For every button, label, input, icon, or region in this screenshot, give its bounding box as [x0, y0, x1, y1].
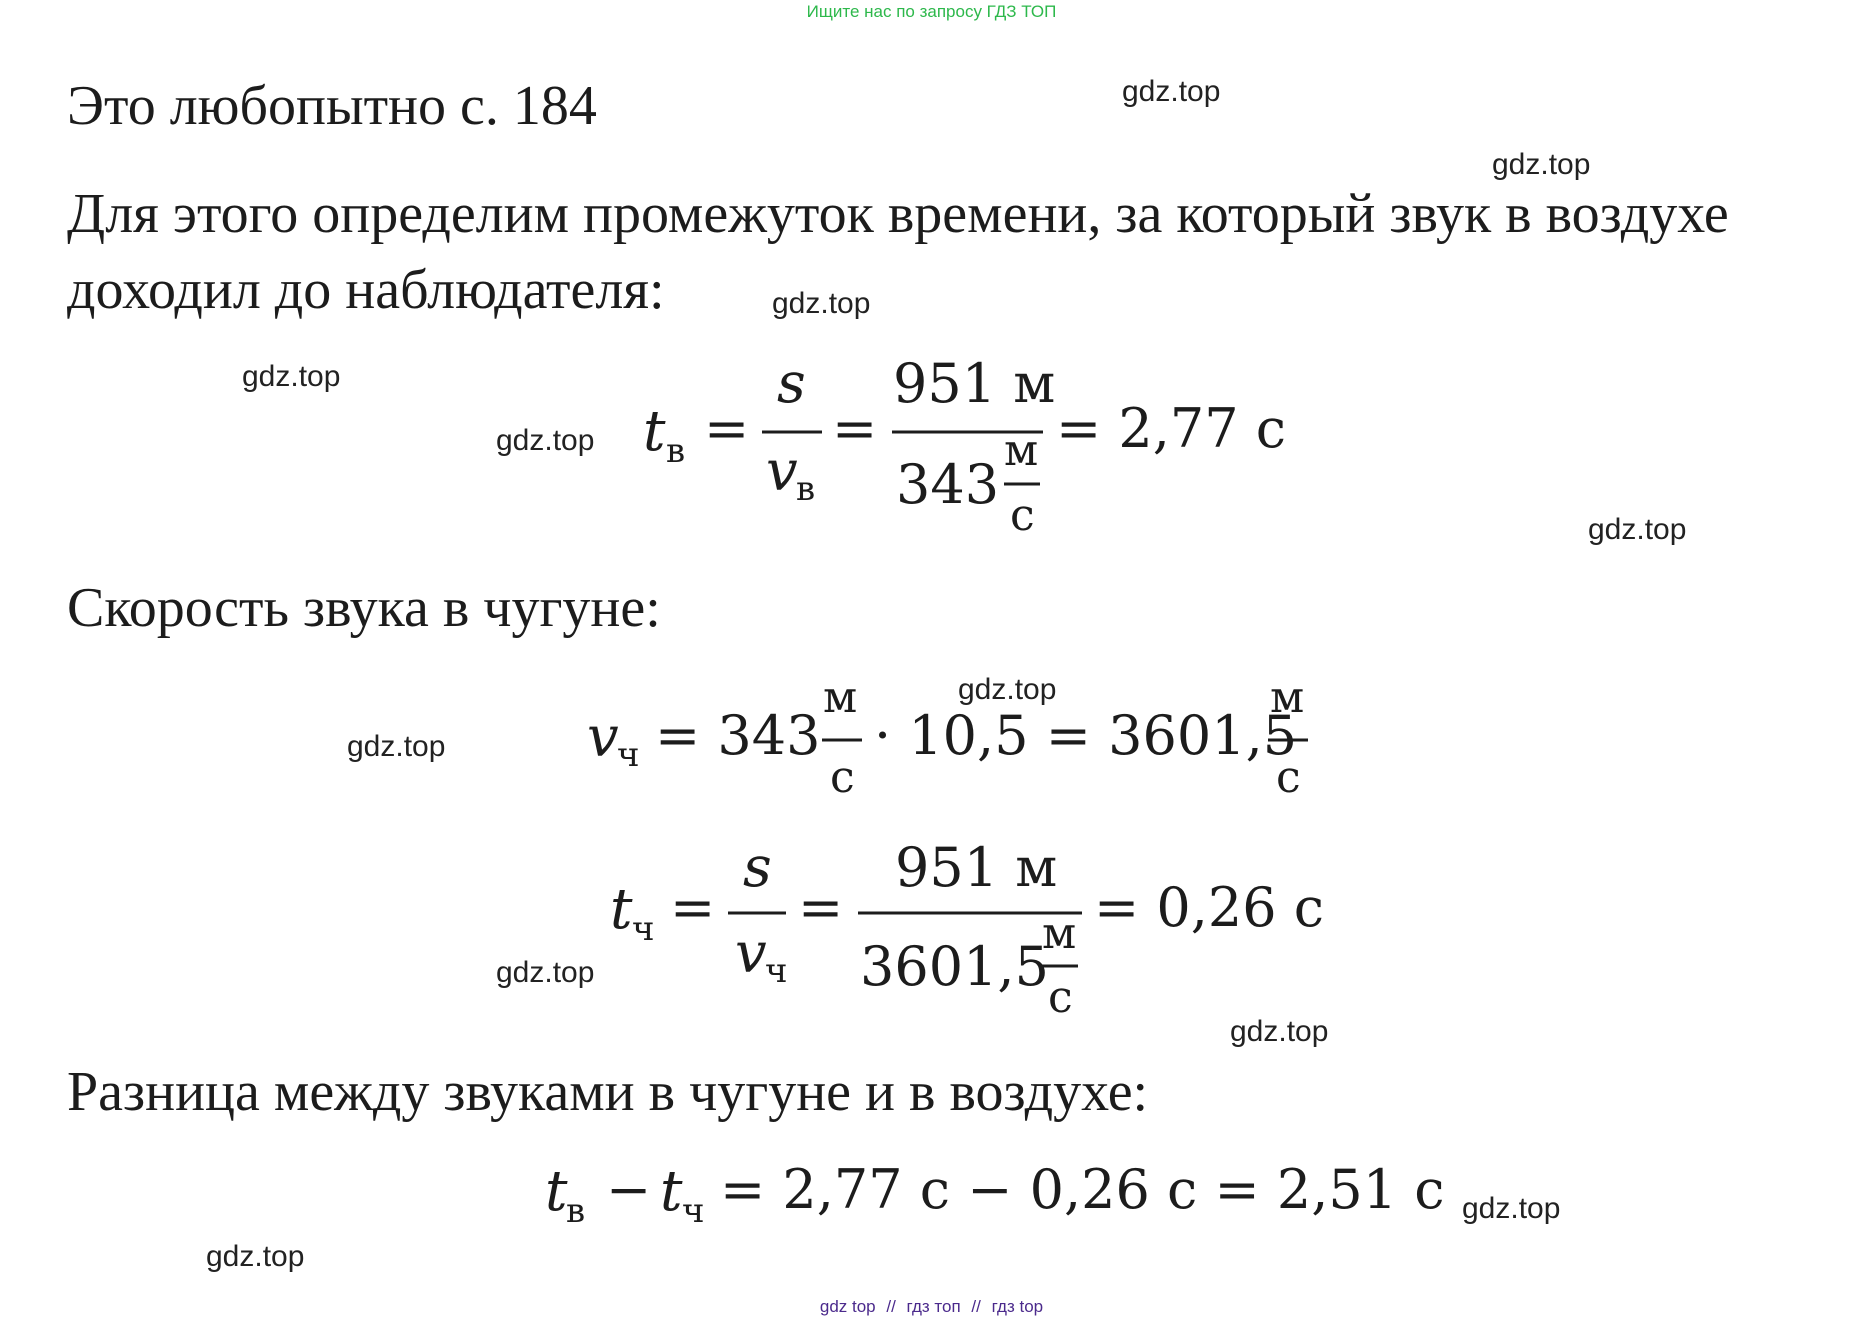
formula-4-minus: − [606, 1158, 652, 1221]
formula-2-part-2: · 10,5 = 3601,5 [874, 704, 1298, 767]
formula-3-num-1: s [743, 835, 772, 900]
paragraph-3: Разница между звуками в чугуне и в воздухе: [67, 1061, 1149, 1123]
watermark: gdz.top [347, 730, 446, 763]
footer-links [0, 1297, 1863, 1317]
watermark: gdz.top [1122, 75, 1221, 108]
formula-3-result: = 0,26 с [1094, 876, 1325, 939]
watermark: gdz.top [1230, 1015, 1329, 1048]
watermark: gdz.top [1492, 148, 1591, 181]
formula-3-lhs-var: t [610, 877, 633, 942]
formula-4-rest: = 2,77 с − 0,26 с = 2,51 с [720, 1158, 1445, 1221]
formula-1-lhs-sub: в [666, 431, 686, 471]
watermark: gdz.top [1588, 513, 1687, 546]
formula-1-den-2-unit-den: с [1010, 490, 1035, 541]
watermark: gdz.top [1462, 1192, 1561, 1225]
page-heading: Это любопытно с. 184 [67, 75, 597, 137]
formula-3-den-2-unit-den: с [1048, 972, 1073, 1023]
formula-2-unit-num: м [823, 672, 858, 723]
formula-3-den-2: 3601,5 [860, 935, 1049, 998]
footer-link-gdz-top-ru[interactable]: гдз топ [906, 1297, 961, 1316]
formula-1-eq-1: = [704, 397, 750, 460]
watermark: gdz.top [772, 287, 871, 320]
formula-4-b-var: t [660, 1159, 683, 1224]
formula-3-num-2: 951 м [895, 836, 1058, 899]
watermark: gdz.top [242, 360, 341, 393]
formula-3-lhs-sub: ч [632, 909, 655, 949]
formula-1-result: = 2,77 с [1056, 397, 1287, 460]
formula-3-den-1-var: v [735, 921, 767, 986]
paragraph-2: Скорость звука в чугуне: [67, 577, 661, 639]
formula-1-den-2: 343 [896, 453, 1000, 516]
formula-4-b-sub: ч [682, 1191, 705, 1231]
formula-2-lhs-sub: ч [617, 735, 640, 775]
watermark: gdz.top [206, 1240, 305, 1273]
formula-4-a-sub: в [566, 1191, 586, 1231]
formula-3-den-2-unit-num: м [1042, 908, 1077, 959]
formula-4-a-var: t [545, 1159, 568, 1224]
formula-1-den-1-sub: в [796, 469, 816, 509]
formula-1-den-2-unit-num: м [1004, 425, 1039, 476]
formula-1-den-1-var: v [766, 439, 798, 504]
footer-separator: // [971, 1297, 981, 1316]
formula-3-eq-1: = [670, 876, 716, 939]
formula-3-eq-2: = [798, 876, 844, 939]
top-banner[interactable]: Ищите нас по запросу ГДЗ ТОП [806, 2, 1057, 21]
formula-3-den-1-sub: ч [765, 951, 788, 991]
formula-2-result-unit-den: с [1276, 752, 1301, 803]
footer-separator: // [886, 1297, 896, 1316]
formula-1-lhs-var: t [643, 399, 666, 464]
formula-1-eq-2: = [832, 397, 878, 460]
footer-link-gdz-top[interactable]: gdz top [819, 1297, 876, 1316]
formula-2-unit-den: с [830, 752, 855, 803]
formula-2-part-1: = 343 [655, 704, 821, 767]
formula-2-result-unit-num: м [1270, 672, 1305, 723]
paragraph-1-line-1: Для этого определим промежуток времени, за который звук в воздухе [67, 183, 1729, 245]
paragraph-1-line-2: доходил до наблюдателя: [67, 259, 665, 321]
formula-1-num-1: s [777, 351, 806, 416]
formula-1-num-2: 951 м [893, 352, 1056, 415]
watermark: gdz.top [496, 424, 595, 457]
formula-2-lhs-var: v [587, 705, 619, 770]
watermark: gdz.top [496, 956, 595, 989]
watermark: gdz.top [958, 673, 1057, 706]
footer-link-gdz-top-mixed[interactable]: гдз top [991, 1297, 1044, 1316]
